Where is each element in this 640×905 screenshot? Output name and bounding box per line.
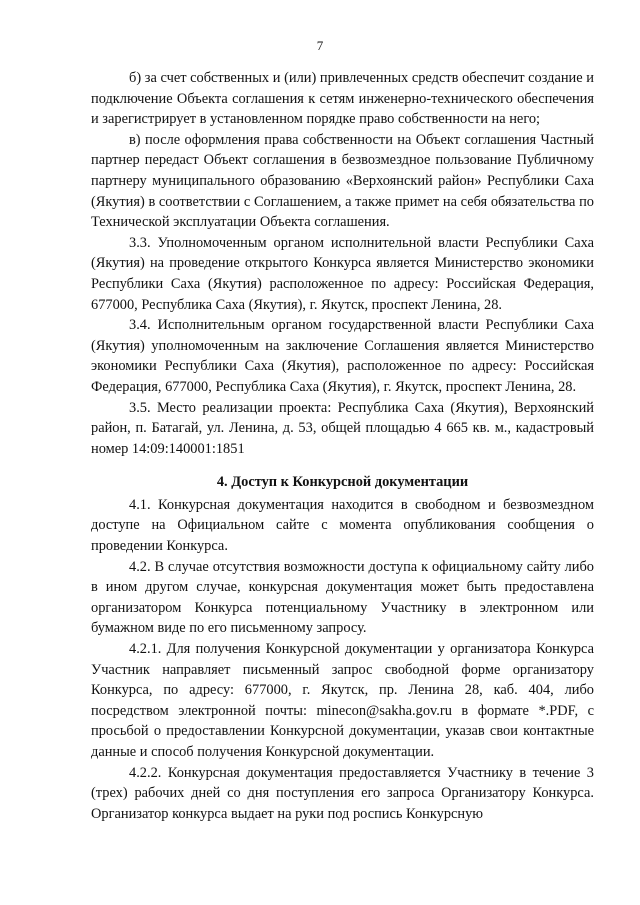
paragraph-3-5: 3.5. Место реализации проекта: Республика Саха (Якутия), Верхоянский район, п. Батагай, ул. Ленина, д. 53, общей площадью 4 665 кв. м., кадастровый номер 14:09:140001:1851 <box>91 399 594 457</box>
paragraph-4-1: 4.1. Конкурсная документация находится в свободном и безвозмездном доступе на Официальном сайте с момента опубликования сообщения о проведении Конкурса. <box>91 496 594 555</box>
section-4-heading: 4. Доступ к Конкурсной документации <box>216 474 469 491</box>
paragraph-4-2: 4.2. В случае отсутствия возможности доступа к официальному сайту либо в ином другом случае, конкурсная документация может быть предоставлена организатором Конкурса потенциальному Участнику в электронном или бумажном виде по его письменному запросу. <box>91 558 594 637</box>
paragraph-v: в) после оформления права собственности на Объект соглашения Частный партнер передаст Объект соглашения в безвозмездное пользование Публичному партнеру муниципального образованию «Верхоянский район» Республики Саха (Якутия) в соответствии с Соглашением, а также примет на себя обязательства по Технической эксплуатации Объекта соглашения. <box>91 131 594 231</box>
paragraph-4-2-1: 4.2.1. Для получения Конкурсной документации у организатора Конкурса Участник направляет письменный запрос свободной форме организатору Конкурса, по адресу: 677000, г. Якутск, пр. Ленина 28, каб. 404, либо посредством электронной почты: minecon@sakha.gov.ru в формате *.PDF, с просьбой о предоставлении Конкурсной документации, указав свои контактные данные и способ получения Конкурсной документации. <box>91 641 594 760</box>
document-body <box>91 68 594 824</box>
paragraph-3-4: 3.4. Исполнительным органом государственной власти Республики Саха (Якутия) уполномоченным на заключение Соглашения является Министерство экономики Республики Саха (Якутия), расположенное по адресу: Российская Федерация, 677000, Республика Саха (Якутия), г. Якутск, проспект Ленина, 28. <box>91 317 594 395</box>
paragraph-4-2-2: 4.2.2. Конкурсная документация предоставляется Участнику в течение 3 (трех) рабочих дней со дня поступления его запроса Организатору Конкурса. Организатор конкурса выдает на руки под роспись Конкурсную <box>91 764 594 822</box>
page-number: 7 <box>316 38 324 53</box>
paragraph-3-3: 3.3. Уполномоченным органом исполнительной власти Республики Саха (Якутия) на проведение открытого Конкурса является Министерство экономики Республики Саха (Якутия) расположенное по адресу: Российская Федерация, 677000, Республика Саха (Якутия), г. Якутск, проспект Ленина, 28. <box>91 234 594 313</box>
paragraph-b: б) за счет собственных и (или) привлеченных средств обеспечит создание и подключение Объекта соглашения к сетям инженерно-технического обеспечения и зарегистрирует в установленном порядке право собственности на него; <box>91 70 594 128</box>
